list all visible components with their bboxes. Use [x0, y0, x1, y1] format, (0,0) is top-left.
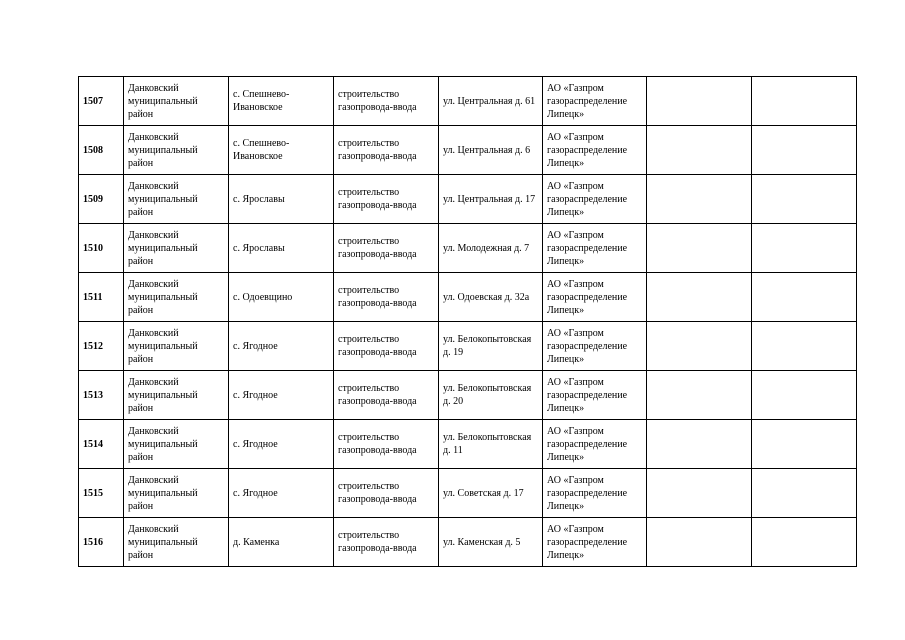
row-number-cell: 1513 [79, 371, 124, 420]
settlement-cell: с. Ярославы [229, 175, 334, 224]
work-type-cell: строительство газопровода-ввода [334, 77, 439, 126]
work-type-cell: строительство газопровода-ввода [334, 371, 439, 420]
row-number-cell: 1511 [79, 273, 124, 322]
company-cell: АО «Газпром газораспределение Липецк» [543, 175, 647, 224]
row-number-cell: 1510 [79, 224, 124, 273]
empty-cell [752, 175, 857, 224]
address-cell: ул. Белокопытовская д. 11 [439, 420, 543, 469]
settlement-cell: д. Каменка [229, 518, 334, 567]
empty-cell [752, 126, 857, 175]
work-type-cell: строительство газопровода-ввода [334, 469, 439, 518]
address-cell: ул. Белокопытовская д. 19 [439, 322, 543, 371]
empty-cell [647, 518, 752, 567]
table-row [79, 77, 857, 126]
table-row [79, 273, 857, 322]
row-number-cell: 1514 [79, 420, 124, 469]
work-type-cell: строительство газопровода-ввода [334, 518, 439, 567]
empty-cell [752, 77, 857, 126]
company-cell: АО «Газпром газораспределение Липецк» [543, 518, 647, 567]
table-row [79, 371, 857, 420]
empty-cell [752, 371, 857, 420]
empty-cell [647, 469, 752, 518]
district-cell: Данковский муниципальный район [124, 469, 229, 518]
empty-cell [647, 273, 752, 322]
row-number-cell: 1509 [79, 175, 124, 224]
empty-cell [752, 469, 857, 518]
company-cell: АО «Газпром газораспределение Липецк» [543, 126, 647, 175]
row-number-cell: 1515 [79, 469, 124, 518]
settlement-cell: с. Ягодное [229, 371, 334, 420]
address-cell: ул. Центральная д. 61 [439, 77, 543, 126]
work-type-cell: строительство газопровода-ввода [334, 175, 439, 224]
district-cell: Данковский муниципальный район [124, 175, 229, 224]
empty-cell [647, 420, 752, 469]
table-row [79, 175, 857, 224]
empty-cell [647, 224, 752, 273]
work-type-cell: строительство газопровода-ввода [334, 224, 439, 273]
empty-cell [752, 273, 857, 322]
table-row [79, 518, 857, 567]
empty-cell [752, 420, 857, 469]
district-cell: Данковский муниципальный район [124, 126, 229, 175]
empty-cell [647, 77, 752, 126]
row-number-cell: 1512 [79, 322, 124, 371]
company-cell: АО «Газпром газораспределение Липецк» [543, 469, 647, 518]
district-cell: Данковский муниципальный район [124, 518, 229, 567]
row-number-cell: 1516 [79, 518, 124, 567]
company-cell: АО «Газпром газораспределение Липецк» [543, 273, 647, 322]
settlement-cell: с. Ягодное [229, 420, 334, 469]
table-row [79, 420, 857, 469]
company-cell: АО «Газпром газораспределение Липецк» [543, 322, 647, 371]
address-cell: ул. Советская д. 17 [439, 469, 543, 518]
address-cell: ул. Центральная д. 6 [439, 126, 543, 175]
district-cell: Данковский муниципальный район [124, 224, 229, 273]
settlement-cell: с. Одоевщино [229, 273, 334, 322]
empty-cell [752, 224, 857, 273]
work-type-cell: строительство газопровода-ввода [334, 322, 439, 371]
district-cell: Данковский муниципальный район [124, 77, 229, 126]
table-row [79, 224, 857, 273]
address-cell: ул. Молодежная д. 7 [439, 224, 543, 273]
table-row [79, 322, 857, 371]
company-cell: АО «Газпром газораспределение Липецк» [543, 371, 647, 420]
settlement-cell: с. Спешнево-Ивановское [229, 77, 334, 126]
empty-cell [752, 322, 857, 371]
work-type-cell: строительство газопровода-ввода [334, 273, 439, 322]
district-cell: Данковский муниципальный район [124, 322, 229, 371]
gas-connections-table [78, 76, 857, 567]
empty-cell [752, 518, 857, 567]
company-cell: АО «Газпром газораспределение Липецк» [543, 77, 647, 126]
address-cell: ул. Одоевская д. 32а [439, 273, 543, 322]
empty-cell [647, 371, 752, 420]
row-number-cell: 1507 [79, 77, 124, 126]
district-cell: Данковский муниципальный район [124, 371, 229, 420]
district-cell: Данковский муниципальный район [124, 420, 229, 469]
table-row [79, 126, 857, 175]
settlement-cell: с. Ягодное [229, 322, 334, 371]
empty-cell [647, 126, 752, 175]
settlement-cell: с. Ягодное [229, 469, 334, 518]
table-body [79, 77, 857, 567]
empty-cell [647, 175, 752, 224]
table-row [79, 469, 857, 518]
district-cell: Данковский муниципальный район [124, 273, 229, 322]
settlement-cell: с. Спешнево-Ивановское [229, 126, 334, 175]
row-number-cell: 1508 [79, 126, 124, 175]
work-type-cell: строительство газопровода-ввода [334, 420, 439, 469]
address-cell: ул. Белокопытовская д. 20 [439, 371, 543, 420]
work-type-cell: строительство газопровода-ввода [334, 126, 439, 175]
address-cell: ул. Центральная д. 17 [439, 175, 543, 224]
company-cell: АО «Газпром газораспределение Липецк» [543, 420, 647, 469]
address-cell: ул. Каменская д. 5 [439, 518, 543, 567]
company-cell: АО «Газпром газораспределение Липецк» [543, 224, 647, 273]
empty-cell [647, 322, 752, 371]
settlement-cell: с. Ярославы [229, 224, 334, 273]
